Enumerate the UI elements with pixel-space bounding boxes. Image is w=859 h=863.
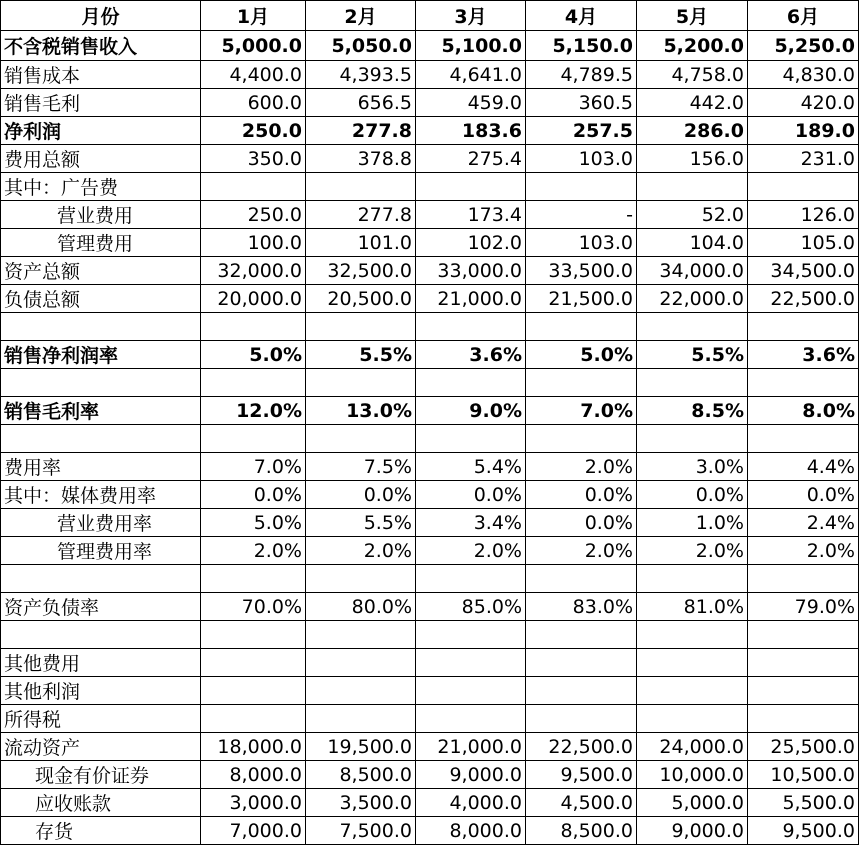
value-cell: 275.4 bbox=[416, 145, 526, 173]
value-cell: 22,500.0 bbox=[526, 733, 637, 761]
value-cell: 189.0 bbox=[748, 117, 859, 145]
value-cell: 34,500.0 bbox=[748, 257, 859, 285]
value-cell bbox=[416, 677, 526, 705]
value-cell bbox=[416, 313, 526, 341]
value-cell: 19,500.0 bbox=[306, 733, 416, 761]
value-cell bbox=[526, 369, 637, 397]
header-row bbox=[1, 1, 859, 31]
table-row bbox=[1, 593, 859, 621]
table-row bbox=[1, 285, 859, 313]
table-row bbox=[1, 733, 859, 761]
value-cell: 360.5 bbox=[526, 89, 637, 117]
value-cell: 24,000.0 bbox=[637, 733, 748, 761]
value-cell: 8.0% bbox=[748, 397, 859, 425]
value-cell bbox=[748, 313, 859, 341]
value-cell: 2.0% bbox=[637, 537, 748, 565]
value-cell: 277.8 bbox=[306, 117, 416, 145]
value-cell: 79.0% bbox=[748, 593, 859, 621]
month-header-cell: 3月 bbox=[416, 1, 526, 31]
table-row bbox=[1, 173, 859, 201]
value-cell: 4.4% bbox=[748, 453, 859, 481]
value-cell: 5.5% bbox=[637, 341, 748, 369]
value-cell: 0.0% bbox=[637, 481, 748, 509]
value-cell bbox=[416, 565, 526, 593]
value-cell: 250.0 bbox=[201, 117, 306, 145]
value-cell: 173.4 bbox=[416, 201, 526, 229]
row-label: 管理费用 bbox=[1, 229, 201, 257]
value-cell bbox=[526, 705, 637, 733]
value-cell: 5,000.0 bbox=[201, 31, 306, 61]
value-cell: 4,758.0 bbox=[637, 61, 748, 89]
value-cell: 350.0 bbox=[201, 145, 306, 173]
row-label: 费用总额 bbox=[1, 145, 201, 173]
row-label bbox=[1, 369, 201, 397]
value-cell: 277.8 bbox=[306, 201, 416, 229]
value-cell: 4,830.0 bbox=[748, 61, 859, 89]
value-cell: 0.0% bbox=[526, 509, 637, 537]
value-cell: 3.4% bbox=[416, 509, 526, 537]
header-label-cell: 月份 bbox=[1, 1, 201, 31]
value-cell: 231.0 bbox=[748, 145, 859, 173]
value-cell: 1.0% bbox=[637, 509, 748, 537]
value-cell: 459.0 bbox=[416, 89, 526, 117]
row-label: 费用率 bbox=[1, 453, 201, 481]
value-cell: 156.0 bbox=[637, 145, 748, 173]
value-cell bbox=[526, 425, 637, 453]
value-cell: 0.0% bbox=[201, 481, 306, 509]
value-cell: 25,500.0 bbox=[748, 733, 859, 761]
row-label bbox=[1, 621, 201, 649]
value-cell bbox=[748, 173, 859, 201]
month-header-cell: 4月 bbox=[526, 1, 637, 31]
value-cell: 2.0% bbox=[306, 537, 416, 565]
value-cell: 7.0% bbox=[201, 453, 306, 481]
row-label: 资产总额 bbox=[1, 257, 201, 285]
value-cell: 20,000.0 bbox=[201, 285, 306, 313]
month-header-cell: 6月 bbox=[748, 1, 859, 31]
value-cell: 33,500.0 bbox=[526, 257, 637, 285]
table-row bbox=[1, 341, 859, 369]
value-cell bbox=[748, 425, 859, 453]
row-label: 其他费用 bbox=[1, 649, 201, 677]
row-label: 销售成本 bbox=[1, 61, 201, 89]
table-row bbox=[1, 229, 859, 257]
value-cell: 5,000.0 bbox=[637, 789, 748, 817]
value-cell: 3,500.0 bbox=[306, 789, 416, 817]
value-cell bbox=[526, 677, 637, 705]
table-row bbox=[1, 565, 859, 593]
row-label: 管理费用率 bbox=[1, 537, 201, 565]
value-cell: 105.0 bbox=[748, 229, 859, 257]
value-cell bbox=[748, 649, 859, 677]
value-cell: 4,500.0 bbox=[526, 789, 637, 817]
value-cell bbox=[306, 313, 416, 341]
value-cell: 2.0% bbox=[416, 537, 526, 565]
value-cell: 257.5 bbox=[526, 117, 637, 145]
table-row bbox=[1, 89, 859, 117]
value-cell: 0.0% bbox=[526, 481, 637, 509]
table-row bbox=[1, 705, 859, 733]
row-label: 负债总额 bbox=[1, 285, 201, 313]
value-cell bbox=[416, 705, 526, 733]
value-cell: 4,000.0 bbox=[416, 789, 526, 817]
value-cell bbox=[306, 425, 416, 453]
value-cell: 9,500.0 bbox=[526, 761, 637, 789]
table-row bbox=[1, 31, 859, 61]
table-row bbox=[1, 425, 859, 453]
value-cell: 5,050.0 bbox=[306, 31, 416, 61]
value-cell bbox=[416, 369, 526, 397]
value-cell: 7.0% bbox=[526, 397, 637, 425]
value-cell: 5,100.0 bbox=[416, 31, 526, 61]
value-cell: 8.5% bbox=[637, 397, 748, 425]
row-label: 应收账款 bbox=[1, 789, 201, 817]
value-cell: 5,200.0 bbox=[637, 31, 748, 61]
value-cell bbox=[306, 621, 416, 649]
value-cell: 21,500.0 bbox=[526, 285, 637, 313]
value-cell: 52.0 bbox=[637, 201, 748, 229]
value-cell: 20,500.0 bbox=[306, 285, 416, 313]
value-cell: 5,500.0 bbox=[748, 789, 859, 817]
value-cell: - bbox=[526, 201, 637, 229]
table-row bbox=[1, 117, 859, 145]
table-row bbox=[1, 509, 859, 537]
value-cell bbox=[637, 313, 748, 341]
value-cell bbox=[637, 425, 748, 453]
value-cell: 378.8 bbox=[306, 145, 416, 173]
value-cell: 5.0% bbox=[201, 341, 306, 369]
table-row bbox=[1, 397, 859, 425]
month-header-cell: 5月 bbox=[637, 1, 748, 31]
table-body bbox=[1, 1, 859, 845]
row-label: 现金有价证券 bbox=[1, 761, 201, 789]
value-cell bbox=[306, 705, 416, 733]
value-cell: 8,500.0 bbox=[306, 761, 416, 789]
value-cell: 9.0% bbox=[416, 397, 526, 425]
value-cell: 70.0% bbox=[201, 593, 306, 621]
value-cell: 85.0% bbox=[416, 593, 526, 621]
value-cell bbox=[201, 677, 306, 705]
value-cell bbox=[306, 677, 416, 705]
value-cell bbox=[416, 425, 526, 453]
value-cell bbox=[201, 425, 306, 453]
value-cell: 83.0% bbox=[526, 593, 637, 621]
value-cell: 81.0% bbox=[637, 593, 748, 621]
table-row bbox=[1, 201, 859, 229]
value-cell: 5.0% bbox=[201, 509, 306, 537]
value-cell: 286.0 bbox=[637, 117, 748, 145]
value-cell bbox=[637, 621, 748, 649]
value-cell bbox=[306, 173, 416, 201]
value-cell: 2.0% bbox=[201, 537, 306, 565]
value-cell: 18,000.0 bbox=[201, 733, 306, 761]
row-label: 销售毛利率 bbox=[1, 397, 201, 425]
value-cell bbox=[637, 677, 748, 705]
value-cell: 103.0 bbox=[526, 229, 637, 257]
value-cell: 250.0 bbox=[201, 201, 306, 229]
value-cell: 32,500.0 bbox=[306, 257, 416, 285]
value-cell bbox=[306, 565, 416, 593]
value-cell: 0.0% bbox=[416, 481, 526, 509]
value-cell: 21,000.0 bbox=[416, 285, 526, 313]
value-cell: 5,150.0 bbox=[526, 31, 637, 61]
value-cell: 3,000.0 bbox=[201, 789, 306, 817]
value-cell bbox=[637, 173, 748, 201]
value-cell: 34,000.0 bbox=[637, 257, 748, 285]
value-cell: 104.0 bbox=[637, 229, 748, 257]
value-cell bbox=[748, 369, 859, 397]
month-header-cell: 2月 bbox=[306, 1, 416, 31]
value-cell bbox=[526, 649, 637, 677]
value-cell bbox=[201, 649, 306, 677]
row-label: 营业费用率 bbox=[1, 509, 201, 537]
row-label: 净利润 bbox=[1, 117, 201, 145]
value-cell: 32,000.0 bbox=[201, 257, 306, 285]
value-cell: 7.5% bbox=[306, 453, 416, 481]
value-cell: 12.0% bbox=[201, 397, 306, 425]
row-label: 资产负债率 bbox=[1, 593, 201, 621]
table-row bbox=[1, 817, 859, 845]
value-cell: 10,500.0 bbox=[748, 761, 859, 789]
value-cell: 8,000.0 bbox=[201, 761, 306, 789]
value-cell bbox=[526, 313, 637, 341]
table-row bbox=[1, 677, 859, 705]
value-cell bbox=[201, 565, 306, 593]
table-row bbox=[1, 61, 859, 89]
table-row bbox=[1, 257, 859, 285]
value-cell bbox=[526, 565, 637, 593]
row-label: 销售毛利 bbox=[1, 89, 201, 117]
value-cell: 2.0% bbox=[526, 453, 637, 481]
value-cell bbox=[306, 369, 416, 397]
value-cell: 5.0% bbox=[526, 341, 637, 369]
value-cell bbox=[201, 621, 306, 649]
value-cell: 8,000.0 bbox=[416, 817, 526, 845]
value-cell: 8,500.0 bbox=[526, 817, 637, 845]
table-row bbox=[1, 481, 859, 509]
row-label: 所得税 bbox=[1, 705, 201, 733]
table-row bbox=[1, 453, 859, 481]
value-cell: 4,641.0 bbox=[416, 61, 526, 89]
value-cell: 2.0% bbox=[748, 537, 859, 565]
value-cell bbox=[201, 173, 306, 201]
value-cell: 103.0 bbox=[526, 145, 637, 173]
value-cell: 442.0 bbox=[637, 89, 748, 117]
row-label: 其中：媒体费用率 bbox=[1, 481, 201, 509]
row-label bbox=[1, 565, 201, 593]
value-cell: 656.5 bbox=[306, 89, 416, 117]
row-label: 营业费用 bbox=[1, 201, 201, 229]
value-cell: 4,400.0 bbox=[201, 61, 306, 89]
table-row bbox=[1, 789, 859, 817]
value-cell: 9,000.0 bbox=[637, 817, 748, 845]
table-row bbox=[1, 621, 859, 649]
table-row bbox=[1, 649, 859, 677]
value-cell: 10,000.0 bbox=[637, 761, 748, 789]
row-label: 不含税销售收入 bbox=[1, 31, 201, 61]
table-row bbox=[1, 537, 859, 565]
value-cell: 3.6% bbox=[748, 341, 859, 369]
value-cell: 100.0 bbox=[201, 229, 306, 257]
value-cell: 420.0 bbox=[748, 89, 859, 117]
value-cell: 5.5% bbox=[306, 509, 416, 537]
value-cell bbox=[637, 649, 748, 677]
row-label: 流动资产 bbox=[1, 733, 201, 761]
value-cell bbox=[637, 565, 748, 593]
table-row bbox=[1, 761, 859, 789]
value-cell bbox=[637, 705, 748, 733]
value-cell: 2.0% bbox=[526, 537, 637, 565]
value-cell: 3.0% bbox=[637, 453, 748, 481]
row-label: 其他利润 bbox=[1, 677, 201, 705]
value-cell: 4,789.5 bbox=[526, 61, 637, 89]
value-cell: 101.0 bbox=[306, 229, 416, 257]
table-row bbox=[1, 313, 859, 341]
value-cell bbox=[416, 621, 526, 649]
value-cell: 21,000.0 bbox=[416, 733, 526, 761]
month-header-cell: 1月 bbox=[201, 1, 306, 31]
value-cell bbox=[306, 649, 416, 677]
row-label: 其中：广告费 bbox=[1, 173, 201, 201]
value-cell: 3.6% bbox=[416, 341, 526, 369]
value-cell: 4,393.5 bbox=[306, 61, 416, 89]
table-row bbox=[1, 369, 859, 397]
value-cell: 5,250.0 bbox=[748, 31, 859, 61]
value-cell: 0.0% bbox=[306, 481, 416, 509]
row-label bbox=[1, 313, 201, 341]
value-cell: 80.0% bbox=[306, 593, 416, 621]
value-cell: 7,000.0 bbox=[201, 817, 306, 845]
value-cell: 126.0 bbox=[748, 201, 859, 229]
row-label: 存货 bbox=[1, 817, 201, 845]
value-cell: 22,000.0 bbox=[637, 285, 748, 313]
value-cell: 13.0% bbox=[306, 397, 416, 425]
value-cell bbox=[748, 677, 859, 705]
value-cell bbox=[748, 565, 859, 593]
value-cell: 9,000.0 bbox=[416, 761, 526, 789]
value-cell: 102.0 bbox=[416, 229, 526, 257]
value-cell: 33,000.0 bbox=[416, 257, 526, 285]
value-cell: 183.6 bbox=[416, 117, 526, 145]
value-cell bbox=[748, 705, 859, 733]
value-cell: 5.4% bbox=[416, 453, 526, 481]
value-cell: 9,500.0 bbox=[748, 817, 859, 845]
row-label: 销售净利润率 bbox=[1, 341, 201, 369]
value-cell bbox=[201, 705, 306, 733]
value-cell bbox=[637, 369, 748, 397]
value-cell bbox=[201, 313, 306, 341]
value-cell: 7,500.0 bbox=[306, 817, 416, 845]
value-cell bbox=[526, 621, 637, 649]
value-cell bbox=[201, 369, 306, 397]
value-cell bbox=[748, 621, 859, 649]
value-cell: 5.5% bbox=[306, 341, 416, 369]
value-cell bbox=[416, 649, 526, 677]
value-cell: 2.4% bbox=[748, 509, 859, 537]
value-cell: 22,500.0 bbox=[748, 285, 859, 313]
table-row bbox=[1, 145, 859, 173]
row-label bbox=[1, 425, 201, 453]
value-cell: 600.0 bbox=[201, 89, 306, 117]
value-cell: 0.0% bbox=[748, 481, 859, 509]
value-cell bbox=[526, 173, 637, 201]
value-cell bbox=[416, 173, 526, 201]
